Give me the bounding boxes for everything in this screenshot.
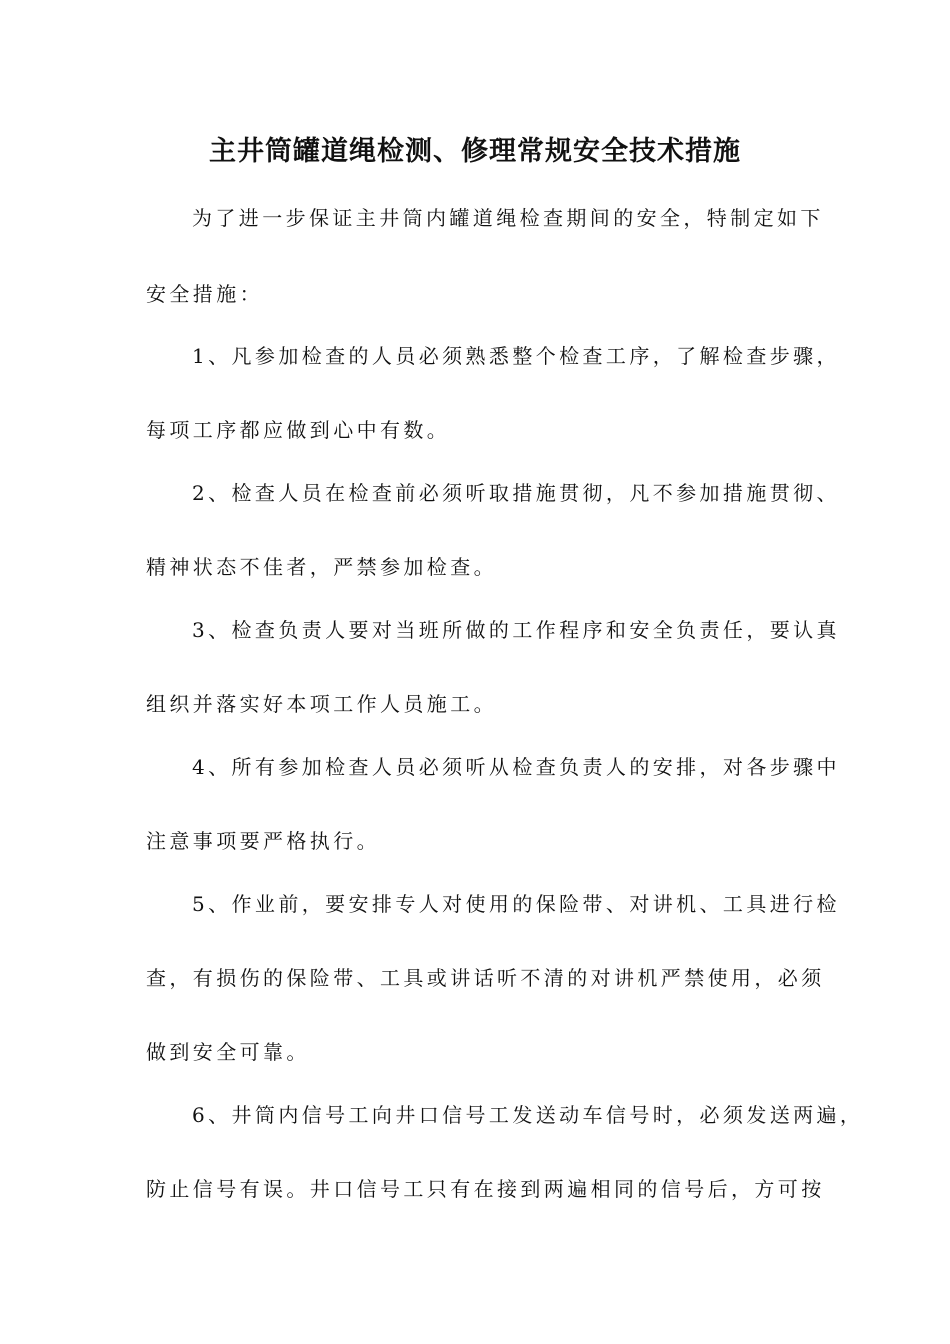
item-4-line-1: 4、所有参加检查人员必须听从检查负责人的安排，对各步骤中 <box>192 755 840 779</box>
item-2-line-1: 2、检查人员在检查前必须听取措施贯彻，凡不参加措施贯彻、 <box>192 481 840 505</box>
item-3-line-2: 组织并落实好本项工作人员施工。 <box>146 692 497 716</box>
item-1-line-2: 每项工序都应做到心中有数。 <box>146 418 451 442</box>
intro-line-1: 为了进一步保证主井筒内罐道绳检查期间的安全，特制定如下 <box>192 206 824 230</box>
item-2-line-2: 精神状态不佳者，严禁参加检查。 <box>146 555 497 579</box>
item-5-line-1: 5、作业前，要安排专人对使用的保险带、对讲机、工具进行检 <box>192 892 840 916</box>
item-4-line-2: 注意事项要严格执行。 <box>146 829 380 853</box>
item-5-line-2: 查，有损伤的保险带、工具或讲话听不清的对讲机严禁使用，必须 <box>146 966 825 990</box>
item-3-line-1: 3、检查负责人要对当班所做的工作程序和安全负责任，要认真 <box>192 618 840 642</box>
item-6-line-2: 防止信号有误。井口信号工只有在接到两遍相同的信号后，方可按 <box>146 1177 825 1201</box>
item-5-line-3: 做到安全可靠。 <box>146 1040 310 1064</box>
item-1-line-1: 1、凡参加检查的人员必须熟悉整个检查工序，了解检查步骤， <box>192 344 840 368</box>
item-6-line-1: 6、井筒内信号工向井口信号工发送动车信号时，必须发送两遍， <box>192 1103 864 1127</box>
intro-line-2: 安全措施： <box>146 282 263 306</box>
document-title: 主井筒罐道绳检测、修理常规安全技术措施 <box>209 136 741 167</box>
